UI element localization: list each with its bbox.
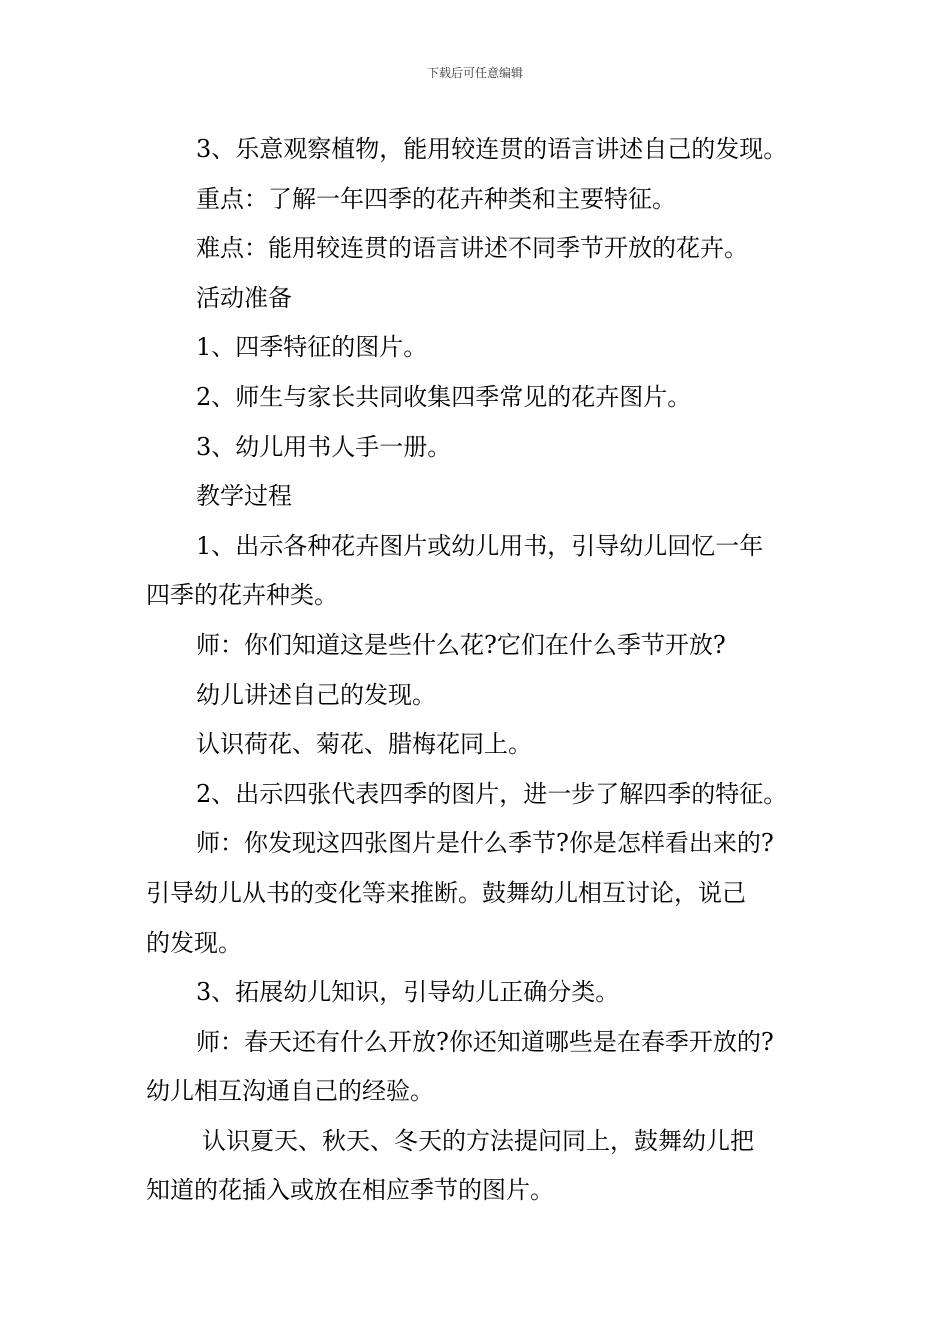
text-line: 难点：能用较连贯的语言讲述不同季节开放的花卉。 (196, 234, 748, 263)
text-line: 知道的花插入或放在相应季节的图片。 (146, 1176, 554, 1205)
text-line: 师：你发现这四张图片是什么季节?你是怎样看出来的? (196, 829, 774, 858)
document-body (146, 125, 816, 1216)
text-line: 1、四季特征的图片。 (196, 333, 428, 362)
section-heading: 活动准备 (196, 283, 292, 312)
text-line: 1、出示各种花卉图片或幼儿用书，引导幼儿回忆一年 (196, 531, 764, 560)
text-line: 2、出示四张代表四季的图片，进一步了解四季的特征。 (196, 779, 788, 808)
text-line: 的发现。 (146, 928, 242, 957)
text-line: 幼儿相互沟通自己的经验。 (146, 1077, 434, 1106)
text-line: 重点：了解一年四季的花卉种类和主要特征。 (196, 184, 676, 213)
section-heading: 教学过程 (196, 482, 292, 511)
text-line: 师：你们知道这是些什么花?它们在什么季节开放? (196, 630, 726, 659)
text-line: 3、幼儿用书人手一册。 (196, 432, 452, 461)
text-line: 认识夏天、秋天、冬天的方法提问同上，鼓舞幼儿把 (202, 1126, 754, 1155)
text-line: 师：春天还有什么开放?你还知道哪些是在春季开放的? (196, 1027, 774, 1056)
text-line: 2、师生与家长共同收集四季常见的花卉图片。 (196, 382, 692, 411)
page-header-note: 下载后可任意编辑 (426, 66, 523, 80)
text-line: 引导幼儿从书的变化等来推断。鼓舞幼儿相互讨论，说己 (146, 878, 746, 907)
text-line: 3、拓展幼儿知识，引导幼儿正确分类。 (196, 978, 620, 1007)
text-line: 幼儿讲述自己的发现。 (196, 680, 436, 709)
text-line: 认识荷花、菊花、腊梅花同上。 (196, 730, 532, 759)
text-line: 3、乐意观察植物，能用较连贯的语言讲述自己的发现。 (196, 135, 788, 163)
text-line: 四季的花卉种类。 (146, 581, 338, 610)
